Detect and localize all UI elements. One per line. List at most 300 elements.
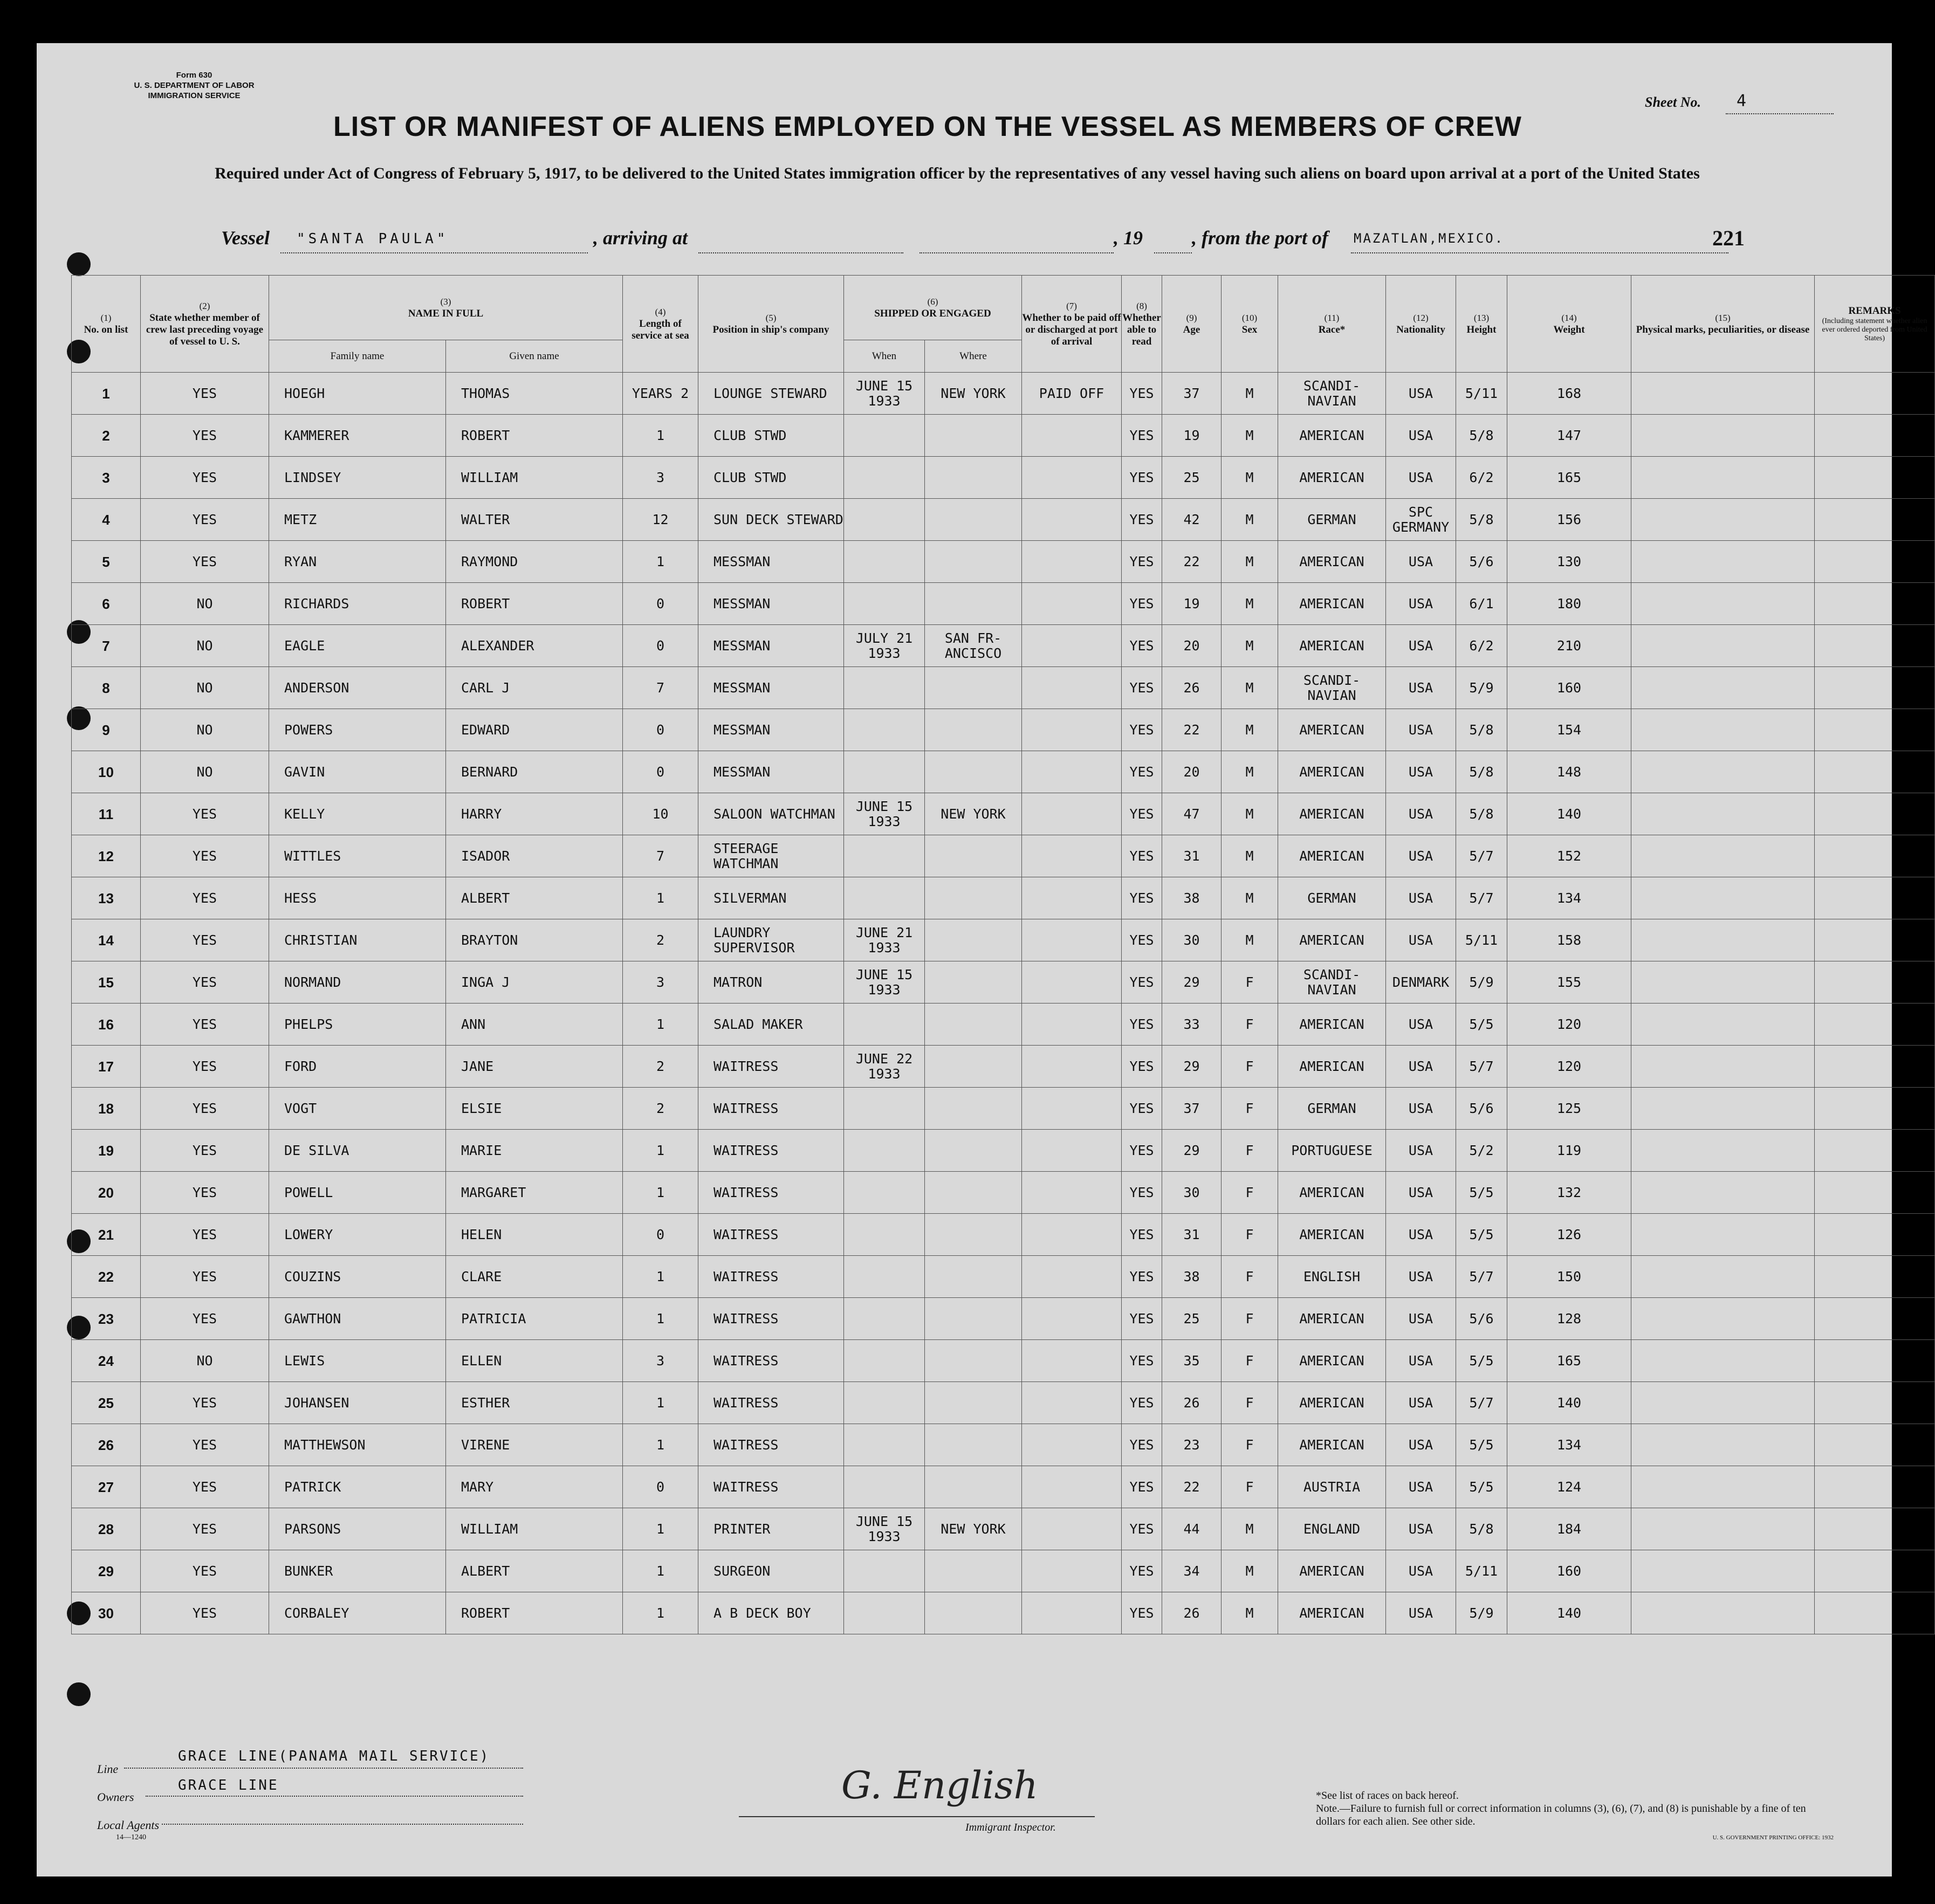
previous-voyage-cell: YES [141,1298,269,1340]
nationality-cell: USA [1386,1508,1456,1550]
physical-marks-cell [1631,1340,1815,1382]
shipped-where-cell [925,1172,1022,1214]
able-to-read-cell: YES [1122,1003,1162,1046]
previous-voyage-cell: NO [141,709,269,751]
shipped-when-cell [844,1088,925,1130]
given-name-cell: RAYMOND [446,541,623,583]
remarks-cell [1815,1382,1935,1424]
age-cell: 26 [1162,667,1222,709]
table-row [72,1592,1935,1634]
physical-marks-cell [1631,415,1815,457]
previous-voyage-cell: NO [141,751,269,793]
weight-cell: 148 [1507,751,1631,793]
service-length-cell: 1 [623,1298,698,1340]
paid-off-cell [1022,1424,1122,1466]
nationality-cell: USA [1386,1382,1456,1424]
document-subtitle: Required under Act of Congress of February 5, 1917, to be delivered to the United States immigration officer by the representatives of any vessel having such aliens on board upon arrival at a port of the United States [215,164,1700,182]
table-row [72,835,1935,877]
able-to-read-cell: YES [1122,877,1162,919]
family-name-cell: PATRICK [269,1466,446,1508]
shipped-where-cell: NEW YORK [925,373,1022,415]
family-name-cell: GAVIN [269,751,446,793]
weight-cell: 158 [1507,919,1631,961]
shipped-where-cell [925,751,1022,793]
height-cell: 6/2 [1456,625,1507,667]
shipped-where-cell [925,1003,1022,1046]
physical-marks-cell [1631,1172,1815,1214]
shipped-when-cell [844,1130,925,1172]
sex-cell: F [1222,1382,1278,1424]
remarks-cell [1815,1214,1935,1256]
row-number-cell: 18 [72,1088,141,1130]
physical-marks-cell [1631,835,1815,877]
able-to-read-cell: YES [1122,499,1162,541]
shipped-where-cell [925,1592,1022,1634]
race-cell: AMERICAN [1278,1172,1386,1214]
given-name-cell: ALBERT [446,1550,623,1592]
row-number-cell: 29 [72,1550,141,1592]
table-row [72,583,1935,625]
table-row [72,751,1935,793]
able-to-read-cell: YES [1122,751,1162,793]
physical-marks-cell [1631,667,1815,709]
remarks-cell [1815,835,1935,877]
weight-cell: 126 [1507,1214,1631,1256]
weight-cell: 152 [1507,835,1631,877]
weight-cell: 156 [1507,499,1631,541]
family-name-cell: EAGLE [269,625,446,667]
race-cell: AMERICAN [1278,1214,1386,1256]
shipped-where-cell [925,1130,1022,1172]
height-cell: 5/7 [1456,1256,1507,1298]
service-length-cell: 1 [623,541,698,583]
shipped-when-cell [844,1298,925,1340]
service-length-cell: 1 [623,1508,698,1550]
physical-marks-cell [1631,1550,1815,1592]
race-cell: ENGLISH [1278,1256,1386,1298]
age-cell: 37 [1162,373,1222,415]
remarks-cell [1815,373,1935,415]
line-label: Line [97,1762,119,1776]
paid-off-cell [1022,457,1122,499]
family-name-cell: PARSONS [269,1508,446,1550]
sex-cell: F [1222,1130,1278,1172]
row-number-cell: 30 [72,1592,141,1634]
col-name-header: (3) NAME IN FULL [269,276,623,340]
previous-voyage-cell: YES [141,499,269,541]
weight-cell: 130 [1507,541,1631,583]
position-cell: WAITRESS [698,1340,844,1382]
physical-marks-cell [1631,583,1815,625]
family-name-cell: BUNKER [269,1550,446,1592]
previous-voyage-cell: YES [141,1550,269,1592]
previous-voyage-cell: YES [141,1130,269,1172]
sheet-number-label: Sheet No. [1645,94,1701,110]
position-cell: WAITRESS [698,1046,844,1088]
family-name-cell: METZ [269,499,446,541]
weight-cell: 155 [1507,961,1631,1003]
family-name-cell: FORD [269,1046,446,1088]
previous-voyage-cell: YES [141,1003,269,1046]
service-length-cell: 7 [623,835,698,877]
race-cell: AMERICAN [1278,1046,1386,1088]
service-length-cell: 0 [623,583,698,625]
paid-off-cell [1022,1003,1122,1046]
weight-cell: 120 [1507,1003,1631,1046]
sex-cell: F [1222,1466,1278,1508]
age-cell: 20 [1162,625,1222,667]
able-to-read-cell: YES [1122,1298,1162,1340]
physical-marks-cell [1631,793,1815,835]
sex-cell: M [1222,583,1278,625]
nationality-cell: USA [1386,625,1456,667]
position-cell: WAITRESS [698,1130,844,1172]
remarks-cell [1815,751,1935,793]
height-cell: 5/8 [1456,1508,1507,1550]
race-cell: AMERICAN [1278,457,1386,499]
family-name-cell: HOEGH [269,373,446,415]
nationality-cell: USA [1386,1424,1456,1466]
service-length-cell: 0 [623,625,698,667]
remarks-cell [1815,583,1935,625]
sex-cell: F [1222,1256,1278,1298]
age-cell: 37 [1162,1088,1222,1130]
height-cell: 5/8 [1456,709,1507,751]
shipped-when-cell [844,751,925,793]
weight-cell: 140 [1507,1592,1631,1634]
physical-marks-cell [1631,457,1815,499]
height-cell: 5/6 [1456,1298,1507,1340]
shipped-where-cell [925,1256,1022,1298]
table-row [72,1130,1935,1172]
age-cell: 34 [1162,1550,1222,1592]
service-length-cell: 3 [623,457,698,499]
form-number: Form 630 [176,71,212,80]
paid-off-cell [1022,499,1122,541]
given-name-cell: ANN [446,1003,623,1046]
given-name-cell: MARIE [446,1130,623,1172]
paid-off-cell [1022,415,1122,457]
page-number: 221 [1712,226,1745,250]
shipped-where-cell [925,541,1022,583]
physical-marks-cell [1631,1382,1815,1424]
age-cell: 29 [1162,961,1222,1003]
race-cell: AMERICAN [1278,1382,1386,1424]
paid-off-cell [1022,1550,1122,1592]
previous-voyage-cell: YES [141,457,269,499]
punch-hole [67,252,91,276]
weight-cell: 165 [1507,457,1631,499]
weight-cell: 184 [1507,1508,1631,1550]
shipped-where-cell [925,667,1022,709]
service-name: IMMIGRATION SERVICE [148,91,241,100]
paid-off-cell [1022,919,1122,961]
physical-marks-cell [1631,1003,1815,1046]
physical-marks-cell [1631,1046,1815,1088]
table-row [72,1466,1935,1508]
physical-marks-cell [1631,709,1815,751]
shipped-when-cell [844,877,925,919]
nationality-cell: USA [1386,835,1456,877]
remarks-cell [1815,1550,1935,1592]
shipped-when-cell [844,541,925,583]
sex-cell: M [1222,415,1278,457]
agents-code: 14—1240 [116,1833,146,1841]
paid-off-cell [1022,1172,1122,1214]
given-name-cell: MARY [446,1466,623,1508]
age-cell: 44 [1162,1508,1222,1550]
remarks-cell [1815,625,1935,667]
weight-cell: 120 [1507,1046,1631,1088]
able-to-read-cell: YES [1122,919,1162,961]
nationality-cell: USA [1386,793,1456,835]
service-length-cell: 1 [623,877,698,919]
race-cell: GERMAN [1278,1088,1386,1130]
age-cell: 22 [1162,1466,1222,1508]
row-number-cell: 11 [72,793,141,835]
col-age-header: (9) Age [1162,276,1222,373]
document-title: LIST OR MANIFEST OF ALIENS EMPLOYED ON THE VESSEL AS MEMBERS OF CREW [333,111,1522,142]
given-name-cell: ESTHER [446,1382,623,1424]
shipped-where-cell [925,499,1022,541]
table-row [72,457,1935,499]
remarks-cell [1815,1256,1935,1298]
sex-cell: F [1222,1088,1278,1130]
age-cell: 26 [1162,1382,1222,1424]
paid-off-cell [1022,1466,1122,1508]
family-name-cell: LINDSEY [269,457,446,499]
table-row [72,1382,1935,1424]
age-cell: 29 [1162,1046,1222,1088]
given-name-cell: PATRICIA [446,1298,623,1340]
sex-cell: M [1222,877,1278,919]
table-row [72,415,1935,457]
position-cell: MESSMAN [698,751,844,793]
shipped-when-cell: JUNE 15 1933 [844,961,925,1003]
sex-cell: F [1222,1424,1278,1466]
family-name-cell: CHRISTIAN [269,919,446,961]
nationality-cell: USA [1386,583,1456,625]
row-number-cell: 7 [72,625,141,667]
col-previous-voyage-header: (2) State whether member of crew last preceding voyage of vessel to U. S. [141,276,269,373]
able-to-read-cell: YES [1122,1214,1162,1256]
age-cell: 42 [1162,499,1222,541]
family-name-cell: GAWTHON [269,1298,446,1340]
able-to-read-cell: YES [1122,1088,1162,1130]
department-name: U. S. DEPARTMENT OF LABOR [134,81,255,90]
service-length-cell: 0 [623,1466,698,1508]
race-cell: AMERICAN [1278,1424,1386,1466]
shipped-when-cell: JUNE 22 1933 [844,1046,925,1088]
remarks-cell [1815,1046,1935,1088]
remarks-cell [1815,667,1935,709]
col-nationality-header: (12) Nationality [1386,276,1456,373]
previous-voyage-cell: YES [141,1172,269,1214]
sex-cell: M [1222,373,1278,415]
remarks-cell [1815,1424,1935,1466]
row-number-cell: 25 [72,1382,141,1424]
family-name-cell: PHELPS [269,1003,446,1046]
sex-cell: F [1222,1003,1278,1046]
able-to-read-cell: YES [1122,1172,1162,1214]
paid-off-cell [1022,1508,1122,1550]
previous-voyage-cell: YES [141,793,269,835]
shipped-when-cell [844,1550,925,1592]
nationality-cell: USA [1386,1088,1456,1130]
shipped-when-cell [844,1592,925,1634]
physical-marks-cell [1631,961,1815,1003]
previous-voyage-cell: YES [141,415,269,457]
shipped-where-cell [925,1214,1022,1256]
previous-voyage-cell: YES [141,373,269,415]
table-row [72,961,1935,1003]
position-cell: MESSMAN [698,625,844,667]
height-cell: 5/5 [1456,1172,1507,1214]
family-name-cell: KELLY [269,793,446,835]
sex-cell: F [1222,961,1278,1003]
position-cell: MESSMAN [698,667,844,709]
paid-off-cell [1022,1298,1122,1340]
remarks-cell [1815,1130,1935,1172]
previous-voyage-cell: YES [141,961,269,1003]
age-cell: 47 [1162,793,1222,835]
age-cell: 25 [1162,1298,1222,1340]
given-name-cell: ALBERT [446,877,623,919]
given-name-cell: WILLIAM [446,1508,623,1550]
position-cell: CLUB STWD [698,457,844,499]
remarks-cell [1815,457,1935,499]
footer-notes [1316,1789,1834,1844]
position-cell: CLUB STWD [698,415,844,457]
able-to-read-cell: YES [1122,583,1162,625]
service-length-cell: 1 [623,1382,698,1424]
position-cell: MESSMAN [698,709,844,751]
age-cell: 20 [1162,751,1222,793]
shipped-where-cell [925,1550,1022,1592]
table-row [72,1424,1935,1466]
table-row [72,667,1935,709]
family-name-cell: RICHARDS [269,583,446,625]
row-number-cell: 10 [72,751,141,793]
given-name-cell: CLARE [446,1256,623,1298]
position-cell: LOUNGE STEWARD [698,373,844,415]
paid-off-cell [1022,793,1122,835]
weight-cell: 124 [1507,1466,1631,1508]
weight-cell: 134 [1507,877,1631,919]
paid-off-cell [1022,877,1122,919]
position-cell: LAUNDRY SUPERVISOR [698,919,844,961]
race-cell: GERMAN [1278,499,1386,541]
physical-marks-cell [1631,1130,1815,1172]
previous-voyage-cell: NO [141,667,269,709]
able-to-read-cell: YES [1122,793,1162,835]
physical-marks-cell [1631,1508,1815,1550]
nationality-cell: USA [1386,667,1456,709]
height-cell: 5/7 [1456,1046,1507,1088]
physical-marks-cell [1631,1592,1815,1634]
age-cell: 25 [1162,457,1222,499]
nationality-cell: USA [1386,1003,1456,1046]
table-row [72,541,1935,583]
age-cell: 31 [1162,1214,1222,1256]
col-position-header: (5) Position in ship's company [698,276,844,373]
nationality-cell: USA [1386,1046,1456,1088]
paid-off-cell [1022,625,1122,667]
weight-cell: 165 [1507,1340,1631,1382]
service-length-cell: 1 [623,1592,698,1634]
able-to-read-cell: YES [1122,1382,1162,1424]
height-cell: 5/9 [1456,961,1507,1003]
physical-marks-cell [1631,877,1815,919]
paid-off-cell [1022,1130,1122,1172]
row-number-cell: 3 [72,457,141,499]
service-length-cell: 1 [623,1424,698,1466]
race-cell: AMERICAN [1278,583,1386,625]
service-length-cell: 0 [623,751,698,793]
race-cell: SCANDI- NAVIAN [1278,667,1386,709]
height-cell: 5/5 [1456,1424,1507,1466]
race-cell: AMERICAN [1278,1592,1386,1634]
able-to-read-cell: YES [1122,1130,1162,1172]
age-cell: 31 [1162,835,1222,877]
shipped-where-cell [925,877,1022,919]
weight-cell: 140 [1507,793,1631,835]
remarks-cell [1815,877,1935,919]
position-cell: STEERAGE WATCHMAN [698,835,844,877]
sex-cell: M [1222,1592,1278,1634]
age-cell: 22 [1162,709,1222,751]
shipped-when-cell: JUNE 15 1933 [844,793,925,835]
physical-marks-cell [1631,1298,1815,1340]
given-name-cell: ELSIE [446,1088,623,1130]
race-cell: AMERICAN [1278,1340,1386,1382]
service-length-cell: 1 [623,415,698,457]
nationality-cell: USA [1386,1592,1456,1634]
remarks-cell [1815,1298,1935,1340]
weight-cell: 140 [1507,1382,1631,1424]
weight-cell: 128 [1507,1298,1631,1340]
position-cell: WAITRESS [698,1172,844,1214]
given-name-cell: ROBERT [446,1592,623,1634]
height-cell: 5/7 [1456,835,1507,877]
shipped-when-cell [844,499,925,541]
given-name-cell: JANE [446,1046,623,1088]
able-to-read-cell: YES [1122,1508,1162,1550]
position-cell: SALOON WATCHMAN [698,793,844,835]
row-number-cell: 17 [72,1046,141,1088]
shipped-when-cell [844,457,925,499]
weight-cell: 160 [1507,667,1631,709]
service-length-cell: 7 [623,667,698,709]
service-length-cell: 0 [623,1214,698,1256]
physical-marks-cell [1631,1214,1815,1256]
nationality-cell: USA [1386,1340,1456,1382]
position-cell: MESSMAN [698,583,844,625]
previous-voyage-cell: YES [141,1214,269,1256]
row-number-cell: 22 [72,1256,141,1298]
previous-voyage-cell: NO [141,583,269,625]
race-cell: AMERICAN [1278,1003,1386,1046]
age-cell: 38 [1162,877,1222,919]
service-length-cell: YEARS 2 [623,373,698,415]
row-number-cell: 9 [72,709,141,751]
paid-off-cell: PAID OFF [1022,373,1122,415]
shipped-when-cell [844,415,925,457]
paid-off-cell [1022,709,1122,751]
race-cell: AMERICAN [1278,835,1386,877]
previous-voyage-cell: YES [141,877,269,919]
race-cell: AMERICAN [1278,709,1386,751]
